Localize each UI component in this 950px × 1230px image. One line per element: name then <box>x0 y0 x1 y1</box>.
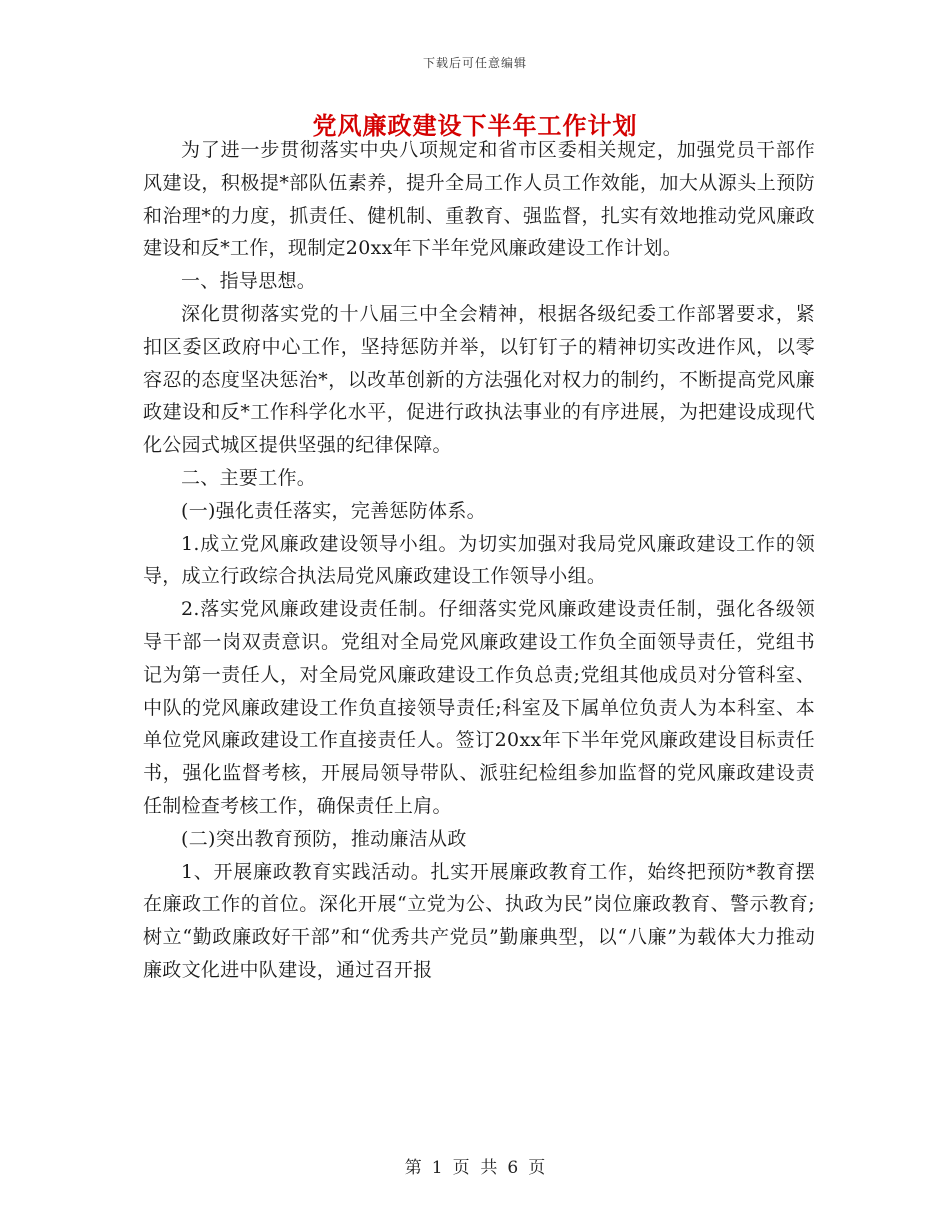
paragraph-guiding-ideology: 深化贯彻落实党的十八届三中全会精神，根据各级纪委工作部署要求，紧扣区委区政府中心工作，坚持惩防并举，以钉钉子的精神切实改进作风，以零容忍的态度坚决惩治*，以改革创新的方法强化对权力的制约，不断提高党风廉政建设和反*工作科学化水平，促进行政执法事业的有序进展，为把建设成现代化公园式城区提供坚强的纪律保障。 <box>143 302 815 457</box>
paragraph-item-1: 1.成立党风廉政建设领导小组。为切实加强对我局党风廉政建设工作的领导，成立行政综合执法局党风廉政建设工作领导小组。 <box>143 532 815 588</box>
paragraph-item-2: 2.落实党风廉政建设责任制。仔细落实党风廉政建设责任制，强化各级领导干部一岗双责意识。党组对全局党风廉政建设工作负全面领导责任，党组书记为第一责任人，对全局党风廉政建设工作负总责;党组其他成员对分管科室、中队的党风廉政建设工作负直接领导责任;科室及下属单位负责人为本科室、本单位党风廉政建设工作直接责任人。签订20xx年下半年党风廉政建设目标责任书，强化监督考核，开展局领导带队、派驻纪检组参加监督的党风廉政建设责任制检查考核工作，确保责任上肩。 <box>143 598 815 817</box>
paragraph-intro: 为了进一步贯彻落实中央八项规定和省市区委相关规定，加强党员干部作风建设，积极提*部队伍素养，提升全局工作人员工作效能，加大从源头上预防和治理*的力度，抓责任、健机制、重教育、强监督，扎实有效地推动党风廉政建设和反*工作，现制定20xx年下半年党风廉政建设工作计划。 <box>143 139 815 260</box>
paragraph-education-1: 1、开展廉政教育实践活动。扎实开展廉政教育工作，始终把预防*教育摆在廉政工作的首位。深化开展“立党为公、执政为民”岗位廉政教育、警示教育;树立“勤政廉政好干部”和“优秀共产党员”勤廉典型，以“八廉”为载体大力推动廉政文化进中队建设，通过召开报 <box>143 860 815 981</box>
footer-prefix: 第 <box>404 1158 422 1178</box>
footer-page-current: 1 <box>431 1158 443 1178</box>
document-title: 党风廉政建设下半年工作计划 <box>312 111 638 140</box>
footer-page-total: 6 <box>507 1158 519 1178</box>
subheading-responsibility: (一)强化责任落实，完善惩防体系。 <box>181 499 486 522</box>
heading-main-work: 二、主要工作。 <box>181 466 317 489</box>
subheading-education: (二)突出教育预防，推动廉洁从政 <box>181 827 467 850</box>
footer-mid: 页 共 <box>452 1158 498 1178</box>
document-body <box>143 134 815 987</box>
header-note: 下载后可任意编辑 <box>422 56 527 70</box>
heading-guiding-ideology: 一、指导思想。 <box>181 270 317 293</box>
page-footer <box>0 1153 950 1178</box>
footer-suffix: 页 <box>528 1158 546 1178</box>
